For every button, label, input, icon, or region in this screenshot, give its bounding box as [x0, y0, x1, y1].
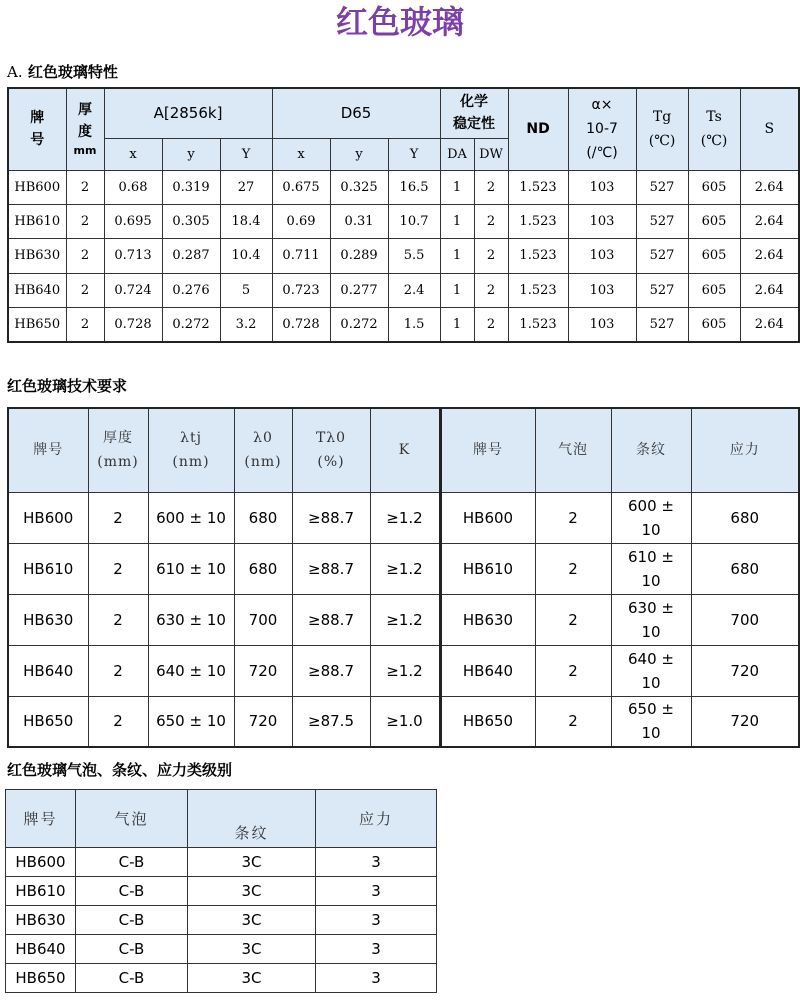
- stripe-line-2: 10: [641, 571, 661, 590]
- header-stripe: 条纹: [188, 790, 316, 848]
- cell-a-x: 0.68: [104, 170, 162, 204]
- cell-da: 1: [440, 273, 474, 307]
- stripe-line-1: 610 ±: [628, 547, 674, 566]
- cell-stress: 3: [316, 964, 437, 993]
- header-l0: λ0 (nm): [234, 408, 292, 492]
- cell-stress: 720: [691, 645, 799, 696]
- section-a-heading: [7, 62, 118, 82]
- cell-a-Y: 5: [220, 273, 272, 307]
- cell-da: 1: [440, 239, 474, 273]
- cell-alpha: 103: [568, 239, 636, 273]
- section-b-heading: 红色玻璃技术要求: [7, 377, 128, 395]
- table-row: [6, 964, 437, 993]
- cell-tg: 527: [636, 170, 688, 204]
- cell-l0: 680: [234, 543, 292, 594]
- cell-ltj: 640 ± 10: [148, 645, 234, 696]
- cell-nd: 1.523: [508, 308, 568, 342]
- cell-dw: 2: [474, 204, 508, 238]
- cell-d-x: 0.675: [272, 170, 330, 204]
- table-row: [8, 645, 799, 696]
- cell-alpha: 103: [568, 273, 636, 307]
- cell-d-y: 0.325: [330, 170, 388, 204]
- table-row: [8, 204, 799, 238]
- table-row: [8, 308, 799, 342]
- header-grade: 牌号: [8, 88, 66, 170]
- cell-grade: HB630: [8, 239, 66, 273]
- table-row: [8, 696, 799, 747]
- cell-nd: 1.523: [508, 170, 568, 204]
- cell-tl0: ≥88.7: [292, 492, 370, 543]
- cell-grade-2: HB640: [440, 645, 535, 696]
- cell-bubble: 2: [535, 492, 611, 543]
- cell-alpha: 103: [568, 170, 636, 204]
- header-dw: DW: [474, 138, 508, 170]
- glass-properties-table: [7, 87, 800, 343]
- cell-grade-2: HB600: [440, 492, 535, 543]
- table-row: [8, 273, 799, 307]
- header-da: DA: [440, 138, 474, 170]
- header-alpha: α× 10-7 (/℃): [568, 88, 636, 170]
- header-thickness: 厚度 mm: [66, 88, 104, 170]
- table-row: [8, 170, 799, 204]
- header-stripe: 条纹: [611, 408, 691, 492]
- cell-l0: 700: [234, 594, 292, 645]
- stripe-line-2: 10: [641, 622, 661, 641]
- cell-tl0: ≥88.7: [292, 645, 370, 696]
- cell-stripe: 3C: [188, 964, 316, 993]
- cell-k: ≥1.2: [370, 492, 440, 543]
- cell-grade: HB650: [8, 308, 66, 342]
- cell-thickness: 2: [88, 696, 148, 747]
- cell-stripe: [611, 492, 691, 543]
- header-a-x: x: [104, 138, 162, 170]
- grade-levels-table: [5, 789, 437, 993]
- cell-a-x: 0.728: [104, 308, 162, 342]
- cell-k: ≥1.0: [370, 696, 440, 747]
- table-row: [8, 594, 799, 645]
- cell-thickness: 2: [66, 273, 104, 307]
- cell-a-Y: 18.4: [220, 204, 272, 238]
- page-title: 红色玻璃: [335, 3, 464, 41]
- table-row: [8, 543, 799, 594]
- stripe-line-1: 650 ±: [628, 700, 674, 719]
- cell-d-Y: 16.5: [388, 170, 440, 204]
- cell-grade: HB630: [8, 594, 88, 645]
- cell-stripe: 3C: [188, 906, 316, 935]
- cell-ltj: 630 ± 10: [148, 594, 234, 645]
- header-s: S: [740, 88, 799, 170]
- cell-thickness: 2: [66, 308, 104, 342]
- cell-a-Y: 3.2: [220, 308, 272, 342]
- cell-grade: HB610: [6, 877, 76, 906]
- cell-grade: HB640: [8, 273, 66, 307]
- cell-stripe: [611, 594, 691, 645]
- table-row: [8, 492, 799, 543]
- cell-grade: HB640: [8, 645, 88, 696]
- header-d-Y: Y: [388, 138, 440, 170]
- stripe-line-2: 10: [641, 724, 661, 743]
- cell-bubble: C-B: [76, 906, 188, 935]
- cell-thickness: 2: [88, 543, 148, 594]
- cell-stress: 3: [316, 935, 437, 964]
- header-bubble: 气泡: [535, 408, 611, 492]
- cell-stress: 3: [316, 906, 437, 935]
- cell-thickness: 2: [88, 594, 148, 645]
- cell-tg: 527: [636, 239, 688, 273]
- cell-ts: 605: [688, 239, 740, 273]
- cell-nd: 1.523: [508, 204, 568, 238]
- cell-grade: HB630: [6, 906, 76, 935]
- header-a2856k: A[2856k]: [104, 88, 272, 138]
- cell-bubble: 2: [535, 696, 611, 747]
- cell-a-y: 0.319: [162, 170, 220, 204]
- cell-d-x: 0.711: [272, 239, 330, 273]
- cell-thickness: 2: [88, 492, 148, 543]
- header-stress: 应力: [691, 408, 799, 492]
- cell-grade: HB610: [8, 543, 88, 594]
- table-row: [8, 239, 799, 273]
- cell-d-Y: 2.4: [388, 273, 440, 307]
- cell-d-Y: 5.5: [388, 239, 440, 273]
- table-row: [6, 906, 437, 935]
- cell-ts: 605: [688, 273, 740, 307]
- cell-thickness: 2: [66, 239, 104, 273]
- cell-alpha: 103: [568, 204, 636, 238]
- header-stress: 应力: [316, 790, 437, 848]
- section-c-heading: 红色玻璃气泡、条纹、应力类级别: [7, 761, 233, 779]
- header-a-Y: Y: [220, 138, 272, 170]
- cell-d-x: 0.728: [272, 308, 330, 342]
- cell-nd: 1.523: [508, 273, 568, 307]
- cell-thickness: 2: [66, 204, 104, 238]
- cell-a-y: 0.272: [162, 308, 220, 342]
- cell-dw: 2: [474, 170, 508, 204]
- cell-grade: HB600: [8, 492, 88, 543]
- cell-bubble: 2: [535, 645, 611, 696]
- header-grade: 牌号: [8, 408, 88, 492]
- cell-d-y: 0.272: [330, 308, 388, 342]
- cell-a-Y: 27: [220, 170, 272, 204]
- cell-stripe: [611, 645, 691, 696]
- cell-dw: 2: [474, 273, 508, 307]
- cell-a-y: 0.276: [162, 273, 220, 307]
- header-tl0: Tλ0 (%): [292, 408, 370, 492]
- cell-s: 2.64: [740, 204, 799, 238]
- cell-grade-2: HB610: [440, 543, 535, 594]
- cell-d-x: 0.69: [272, 204, 330, 238]
- header-nd: ND: [508, 88, 568, 170]
- cell-grade: HB610: [8, 204, 66, 238]
- cell-stripe: [611, 696, 691, 747]
- cell-stress: 680: [691, 543, 799, 594]
- cell-ltj: 600 ± 10: [148, 492, 234, 543]
- cell-k: ≥1.2: [370, 543, 440, 594]
- stripe-line-2: 10: [641, 520, 661, 539]
- cell-tl0: ≥88.7: [292, 594, 370, 645]
- cell-tg: 527: [636, 273, 688, 307]
- cell-ltj: 610 ± 10: [148, 543, 234, 594]
- cell-nd: 1.523: [508, 239, 568, 273]
- cell-d-Y: 1.5: [388, 308, 440, 342]
- section-a-label: 红色玻璃特性: [27, 63, 118, 81]
- cell-stripe: [611, 543, 691, 594]
- cell-bubble: 2: [535, 594, 611, 645]
- cell-grade: HB640: [6, 935, 76, 964]
- header-a-y: y: [162, 138, 220, 170]
- table-row: [6, 848, 437, 877]
- cell-bubble: C-B: [76, 848, 188, 877]
- cell-da: 1: [440, 204, 474, 238]
- stripe-line-1: 640 ±: [628, 649, 674, 668]
- cell-s: 2.64: [740, 170, 799, 204]
- cell-thickness: 2: [88, 645, 148, 696]
- cell-ts: 605: [688, 204, 740, 238]
- cell-stress: 680: [691, 492, 799, 543]
- cell-alpha: 103: [568, 308, 636, 342]
- cell-da: 1: [440, 170, 474, 204]
- cell-a-x: 0.695: [104, 204, 162, 238]
- cell-da: 1: [440, 308, 474, 342]
- cell-k: ≥1.2: [370, 645, 440, 696]
- header-d-y: y: [330, 138, 388, 170]
- table-row: [6, 935, 437, 964]
- cell-k: ≥1.2: [370, 594, 440, 645]
- stripe-line-2: 10: [641, 673, 661, 692]
- header-d65: D65: [272, 88, 440, 138]
- cell-a-Y: 10.4: [220, 239, 272, 273]
- technical-requirements-table: [7, 407, 800, 748]
- cell-ts: 605: [688, 308, 740, 342]
- header-grade: 牌号: [6, 790, 76, 848]
- cell-d-y: 0.31: [330, 204, 388, 238]
- cell-s: 2.64: [740, 239, 799, 273]
- cell-tl0: ≥87.5: [292, 696, 370, 747]
- cell-dw: 2: [474, 239, 508, 273]
- cell-bubble: C-B: [76, 964, 188, 993]
- cell-a-x: 0.713: [104, 239, 162, 273]
- cell-grade: HB650: [8, 696, 88, 747]
- table-row: [6, 877, 437, 906]
- cell-a-y: 0.287: [162, 239, 220, 273]
- header-ltj: λtj (nm): [148, 408, 234, 492]
- header-tg: Tg (℃): [636, 88, 688, 170]
- header-thickness: 厚度 (mm): [88, 408, 148, 492]
- cell-l0: 720: [234, 696, 292, 747]
- cell-grade: HB600: [8, 170, 66, 204]
- cell-stripe: 3C: [188, 877, 316, 906]
- cell-thickness: 2: [66, 170, 104, 204]
- cell-grade-2: HB650: [440, 696, 535, 747]
- cell-grade: HB650: [6, 964, 76, 993]
- cell-bubble: 2: [535, 543, 611, 594]
- cell-tg: 527: [636, 204, 688, 238]
- cell-stripe: 3C: [188, 848, 316, 877]
- cell-stress: 720: [691, 696, 799, 747]
- cell-l0: 680: [234, 492, 292, 543]
- header-chem-stability: 化学 稳定性: [440, 88, 508, 138]
- cell-l0: 720: [234, 645, 292, 696]
- cell-d-y: 0.277: [330, 273, 388, 307]
- cell-d-Y: 10.7: [388, 204, 440, 238]
- header-grade-2: 牌号: [440, 408, 535, 492]
- header-d-x: x: [272, 138, 330, 170]
- header-k: K: [370, 408, 440, 492]
- cell-grade: HB600: [6, 848, 76, 877]
- cell-ts: 605: [688, 170, 740, 204]
- cell-tg: 527: [636, 308, 688, 342]
- cell-a-y: 0.305: [162, 204, 220, 238]
- cell-tl0: ≥88.7: [292, 543, 370, 594]
- cell-ltj: 650 ± 10: [148, 696, 234, 747]
- cell-d-y: 0.289: [330, 239, 388, 273]
- stripe-line-1: 600 ±: [628, 496, 674, 515]
- cell-d-x: 0.723: [272, 273, 330, 307]
- cell-s: 2.64: [740, 308, 799, 342]
- cell-s: 2.64: [740, 273, 799, 307]
- cell-stress: 3: [316, 877, 437, 906]
- cell-stress: 700: [691, 594, 799, 645]
- cell-bubble: C-B: [76, 935, 188, 964]
- cell-stripe: 3C: [188, 935, 316, 964]
- header-bubble: 气泡: [76, 790, 188, 848]
- cell-a-x: 0.724: [104, 273, 162, 307]
- cell-stress: 3: [316, 848, 437, 877]
- section-a-prefix: A.: [7, 63, 23, 81]
- cell-bubble: C-B: [76, 877, 188, 906]
- cell-dw: 2: [474, 308, 508, 342]
- cell-grade-2: HB630: [440, 594, 535, 645]
- stripe-line-1: 630 ±: [628, 598, 674, 617]
- header-ts: Ts (℃): [688, 88, 740, 170]
